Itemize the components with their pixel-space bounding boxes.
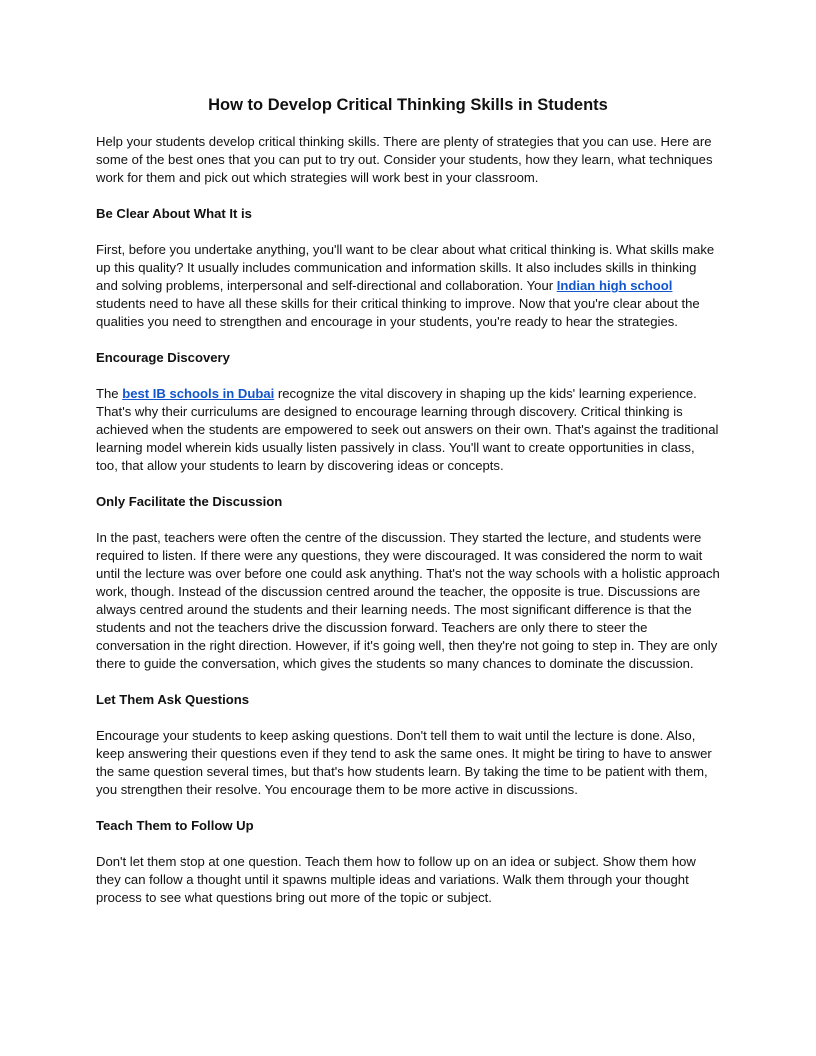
section-heading-encourage-discovery: Encourage Discovery xyxy=(96,350,230,365)
indian-high-school-link[interactable]: Indian high school xyxy=(556,278,673,293)
page-title: How to Develop Critical Thinking Skills in Students xyxy=(208,96,608,114)
section-heading-be-clear: Be Clear About What It is xyxy=(96,206,252,221)
section-heading-ask-questions: Let Them Ask Questions xyxy=(96,692,250,707)
paragraph-text: students need to have all these skills for their critical thinking to improve. Now that you're clear about the qualities you need to strengthen and encourage in your students, you're ready to hear the strategies. xyxy=(96,296,700,329)
section-heading-follow-up: Teach Them to Follow Up xyxy=(96,818,254,833)
section-paragraph-encourage-discovery xyxy=(96,385,720,475)
section-paragraph-ask-questions: Encourage your students to keep asking questions. Don't tell them to wait until the lecture is done. Also, keep answering their questions even if they tend to ask the same ones. It might be tiring to have to answer the same question several times, but that's how students learn. By taking the time to be patient with them, you strengthen their resolve. You encourage them to be more active in discussions. xyxy=(96,728,712,797)
document-page xyxy=(96,94,720,925)
paragraph-text: First, before you undertake anything, you'll want to be clear about what critical thinking is. What skills make up this quality? It usually includes communication and information skills. It also includes skills in thinking and solving problems, interpersonal and self-directional and collaboration. Your xyxy=(96,242,715,293)
section-paragraph-facilitate-discussion: In the past, teachers were often the centre of the discussion. They started the lecture, and students were required to listen. If there were any questions, they were discouraged. It was considered the norm to wait until the lecture was over before one could ask anything. That's not the way schools with a holistic approach work, though. Instead of the discussion centred around the teacher, the opposite is true. Discussions are always centred around the students and their learning needs. The most significant difference is that the students and not the teachers drive the discussion forward. Teachers are only there to steer the conversation in the right direction. However, if it's going well, then they're not going to step in. They are only there to guide the conversation, which gives the students so many chances to dominate the discussion. xyxy=(96,530,720,671)
intro-paragraph: Help your students develop critical thinking skills. There are plenty of strategies that you can use. Here are some of the best ones that you can put to try out. Consider your students, how they learn, what techniques work for them and pick out which strategies will work best in your classroom. xyxy=(96,134,713,185)
best-ib-schools-link[interactable]: best IB schools in Dubai xyxy=(122,386,275,401)
section-heading-facilitate-discussion: Only Facilitate the Discussion xyxy=(96,494,283,509)
paragraph-text: recognize the vital discovery in shaping up the kids' learning experience. That's why their curriculums are designed to encourage learning through discovery. Critical thinking is achieved when the students are empowered to seek out answers on their own. That's against the traditional learning model wherein kids usually listen passively in class. You'll want to create opportunities in class, too, that allow your students to learn by discovering ideas or concepts. xyxy=(96,386,719,473)
section-paragraph-be-clear xyxy=(96,241,720,331)
paragraph-text: The xyxy=(96,386,123,401)
section-paragraph-follow-up: Don't let them stop at one question. Teach them how to follow up on an idea or subject. Show them how they can follow a thought until it spawns multiple ideas and variations. Walk them through your thought process to see what questions bring out more of the topic or subject. xyxy=(96,854,696,905)
